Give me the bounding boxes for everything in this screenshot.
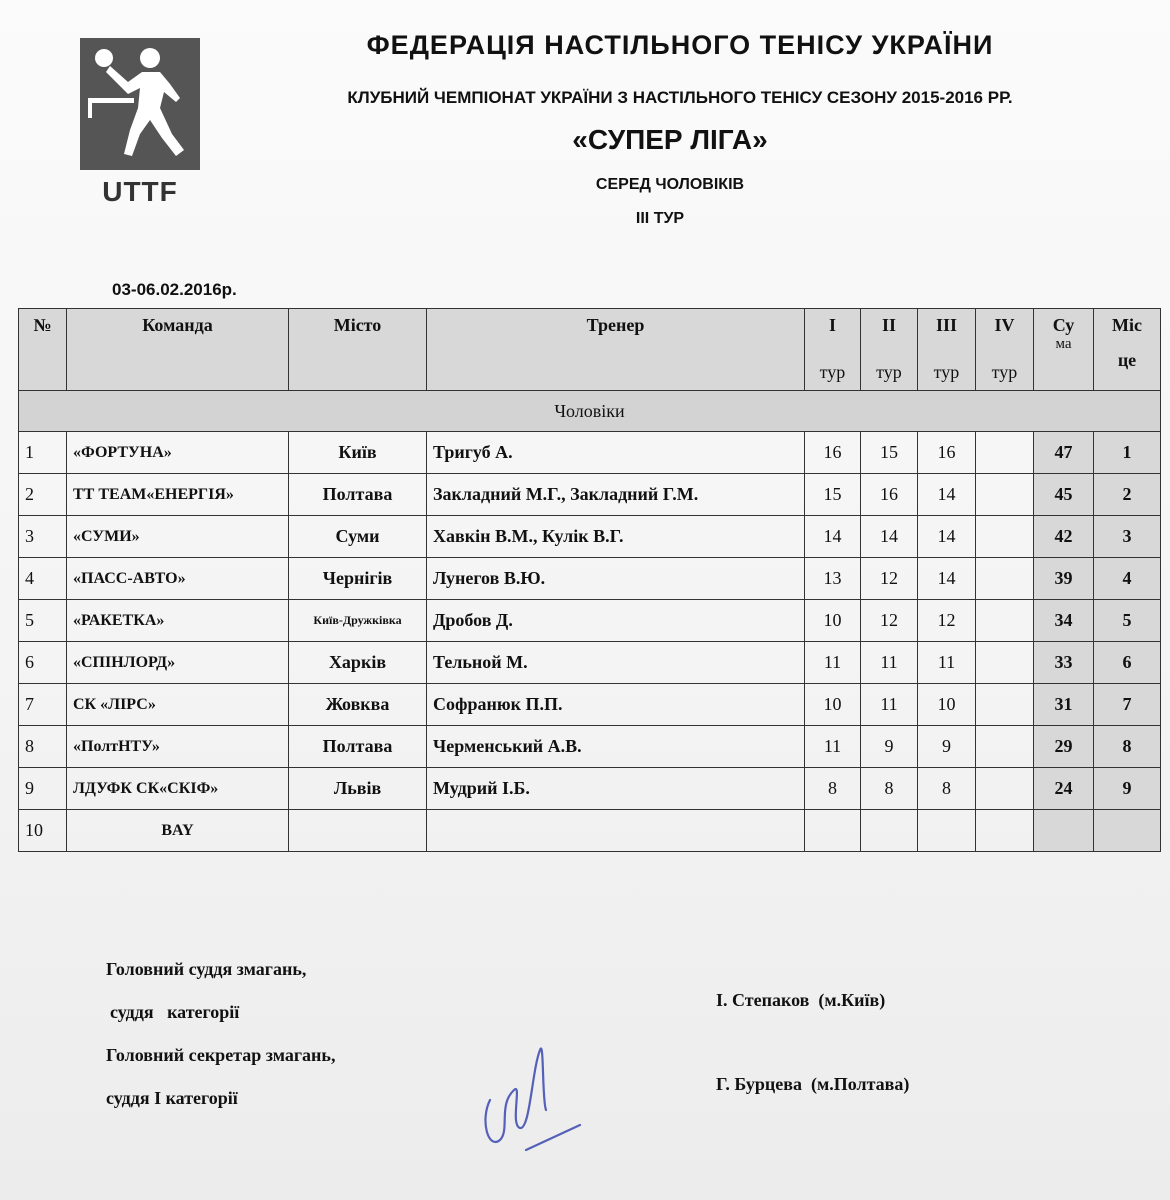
row-number: 8 xyxy=(19,726,67,768)
round-4-score xyxy=(976,642,1034,684)
row-number: 2 xyxy=(19,474,67,516)
header-round-3-label: тур xyxy=(933,362,960,382)
round-3-score: 9 xyxy=(918,726,976,768)
sum-cell: 24 xyxy=(1034,768,1094,810)
league-title: «СУПЕР ЛІГА» xyxy=(572,124,768,155)
round-4-score xyxy=(976,474,1034,516)
round-1-score: 8 xyxy=(805,768,861,810)
team-cell: BAY xyxy=(67,810,289,852)
coach-cell: Тельной М. xyxy=(427,642,805,684)
sum-cell xyxy=(1034,810,1094,852)
place-cell: 2 xyxy=(1094,474,1161,516)
table-row xyxy=(19,768,1161,810)
row-number: 4 xyxy=(19,558,67,600)
row-number: 1 xyxy=(19,432,67,474)
officials-titles xyxy=(106,948,335,1120)
coach-cell: Лунегов В.Ю. xyxy=(427,558,805,600)
round-4-score xyxy=(976,600,1034,642)
championship-title: КЛУБНИЙ ЧЕМПІОНАТ УКРАЇНИ З НАСТІЛЬНОГО ТЕНІСУ СЕЗОНУ 2015-2016 РР. xyxy=(347,88,1013,107)
round-3-score: 8 xyxy=(918,768,976,810)
row-number: 3 xyxy=(19,516,67,558)
round-1-score: 10 xyxy=(805,684,861,726)
city-cell: Суми xyxy=(289,516,427,558)
team-cell: СК «ЛІРС» xyxy=(67,684,289,726)
header-round-1-label: тур xyxy=(819,362,846,382)
team-cell: «ФОРТУНА» xyxy=(67,432,289,474)
round-3-score: 14 xyxy=(918,516,976,558)
table-row xyxy=(19,726,1161,768)
city-cell: Жовква xyxy=(289,684,427,726)
sum-cell: 29 xyxy=(1034,726,1094,768)
coach-cell xyxy=(427,810,805,852)
round-2-score: 11 xyxy=(861,642,918,684)
city-cell: Полтава xyxy=(289,726,427,768)
table-row xyxy=(19,558,1161,600)
round-1-score: 11 xyxy=(805,726,861,768)
sum-cell: 47 xyxy=(1034,432,1094,474)
chief-judge-title: Головний суддя змагань, xyxy=(106,959,307,979)
sum-cell: 45 xyxy=(1034,474,1094,516)
sum-cell: 39 xyxy=(1034,558,1094,600)
header-place-bot: це xyxy=(1117,350,1137,370)
round-3-score: 16 xyxy=(918,432,976,474)
judge-category: суддя категорії xyxy=(110,1002,240,1022)
round-3-score: 10 xyxy=(918,684,976,726)
city-cell: Львів xyxy=(289,768,427,810)
round-3-score: 14 xyxy=(918,558,976,600)
event-date: 03-06.02.2016р. xyxy=(112,280,237,299)
round-2-score: 16 xyxy=(861,474,918,516)
table-row xyxy=(19,474,1161,516)
city-cell: Харків xyxy=(289,642,427,684)
header-sum-top: Су xyxy=(1052,315,1075,335)
place-cell: 7 xyxy=(1094,684,1161,726)
table-row xyxy=(19,516,1161,558)
secretary-category: суддя І категорії xyxy=(106,1088,238,1108)
header-round-4 xyxy=(976,309,1034,391)
round-1-score: 13 xyxy=(805,558,861,600)
round-3-score xyxy=(918,810,976,852)
city-cell xyxy=(289,810,427,852)
header-place-top: Міс xyxy=(1112,315,1142,335)
round-4-score xyxy=(976,726,1034,768)
team-cell: «РАКЕТКА» xyxy=(67,600,289,642)
header-coach: Тренер xyxy=(427,309,805,391)
table-row xyxy=(19,432,1161,474)
coach-cell: Мудрий І.Б. xyxy=(427,768,805,810)
team-cell: ТТ TEAM«ЕНЕРГІЯ» xyxy=(67,474,289,516)
section-row xyxy=(19,391,1161,432)
round-3-score: 11 xyxy=(918,642,976,684)
round-2-score: 14 xyxy=(861,516,918,558)
header-round-2-label: тур xyxy=(876,362,902,382)
round-3-score: 14 xyxy=(918,474,976,516)
round-3-score: 12 xyxy=(918,600,976,642)
round-1-score xyxy=(805,810,861,852)
place-cell xyxy=(1094,810,1161,852)
team-cell: «ПолтНТУ» xyxy=(67,726,289,768)
sum-cell: 31 xyxy=(1034,684,1094,726)
sum-cell: 42 xyxy=(1034,516,1094,558)
round-2-score: 9 xyxy=(861,726,918,768)
results-table xyxy=(18,308,1161,852)
header-round-4-label: тур xyxy=(991,362,1018,382)
chief-secretary-title: Головний секретар змагань, xyxy=(106,1045,336,1065)
sum-cell: 33 xyxy=(1034,642,1094,684)
header-round-3-num: III xyxy=(935,315,957,335)
round-title: ІІІ ТУР xyxy=(635,210,685,227)
team-cell: «ПАСС-АВТО» xyxy=(67,558,289,600)
row-number: 10 xyxy=(19,810,67,852)
category-title: СЕРЕД ЧОЛОВІКІВ xyxy=(595,176,745,193)
round-2-score: 12 xyxy=(861,600,918,642)
round-1-score: 16 xyxy=(805,432,861,474)
round-4-score xyxy=(976,432,1034,474)
header-no: № xyxy=(19,309,67,391)
place-cell: 3 xyxy=(1094,516,1161,558)
header-sum-bot: ма xyxy=(1055,336,1072,352)
round-2-score: 8 xyxy=(861,768,918,810)
team-cell: «СУМИ» xyxy=(67,516,289,558)
table-tennis-player-icon xyxy=(80,38,200,170)
header-place xyxy=(1094,309,1161,391)
table-row xyxy=(19,810,1161,852)
city-cell: Полтава xyxy=(289,474,427,516)
team-cell: ЛДУФК СК«СКІФ» xyxy=(67,768,289,810)
round-1-score: 10 xyxy=(805,600,861,642)
round-2-score: 11 xyxy=(861,684,918,726)
section-label: Чоловіки xyxy=(19,391,1161,432)
round-1-score: 14 xyxy=(805,516,861,558)
place-cell: 9 xyxy=(1094,768,1161,810)
header-round-3 xyxy=(918,309,976,391)
round-4-score xyxy=(976,768,1034,810)
coach-cell: Закладний М.Г., Закладний Г.М. xyxy=(427,474,805,516)
round-4-score xyxy=(976,810,1034,852)
row-number: 9 xyxy=(19,768,67,810)
round-2-score: 15 xyxy=(861,432,918,474)
round-1-score: 15 xyxy=(805,474,861,516)
table-row xyxy=(19,600,1161,642)
uttf-logo xyxy=(80,38,200,208)
logo-text: UTTF xyxy=(102,176,178,207)
coach-cell: Черменський А.В. xyxy=(427,726,805,768)
table-row xyxy=(19,642,1161,684)
header-city: Місто xyxy=(289,309,427,391)
header-round-1-num: I xyxy=(828,315,836,335)
header-round-1 xyxy=(805,309,861,391)
city-cell: Чернігів xyxy=(289,558,427,600)
chief-secretary-name: Г. Бурцева (м.Полтава) xyxy=(716,1074,910,1094)
coach-cell: Софранюк П.П. xyxy=(427,684,805,726)
coach-cell: Хавкін В.М., Кулік В.Г. xyxy=(427,516,805,558)
city-cell: Київ-Дружківка xyxy=(289,600,427,642)
round-1-score: 11 xyxy=(805,642,861,684)
city-cell: Київ xyxy=(289,432,427,474)
header-round-2-num: II xyxy=(881,315,896,335)
place-cell: 6 xyxy=(1094,642,1161,684)
table-header-row xyxy=(19,309,1161,391)
sum-cell: 34 xyxy=(1034,600,1094,642)
place-cell: 5 xyxy=(1094,600,1161,642)
team-cell: «СПІНЛОРД» xyxy=(67,642,289,684)
header-round-2 xyxy=(861,309,918,391)
header-round-4-num: IV xyxy=(994,315,1015,335)
round-2-score: 12 xyxy=(861,558,918,600)
row-number: 6 xyxy=(19,642,67,684)
place-cell: 1 xyxy=(1094,432,1161,474)
place-cell: 8 xyxy=(1094,726,1161,768)
coach-cell: Дробов Д. xyxy=(427,600,805,642)
row-number: 5 xyxy=(19,600,67,642)
row-number: 7 xyxy=(19,684,67,726)
round-4-score xyxy=(976,684,1034,726)
round-4-score xyxy=(976,558,1034,600)
header-sum xyxy=(1034,309,1094,391)
chief-judge-name: І. Степаков (м.Київ) xyxy=(716,990,886,1010)
header-team: Команда xyxy=(67,309,289,391)
handwritten-signature xyxy=(470,1030,590,1160)
round-2-score xyxy=(861,810,918,852)
place-cell: 4 xyxy=(1094,558,1161,600)
round-4-score xyxy=(976,516,1034,558)
coach-cell: Тригуб А. xyxy=(427,432,805,474)
federation-title: ФЕДЕРАЦІЯ НАСТІЛЬНОГО ТЕНІСУ УКРАЇНИ xyxy=(366,30,994,60)
table-row xyxy=(19,684,1161,726)
